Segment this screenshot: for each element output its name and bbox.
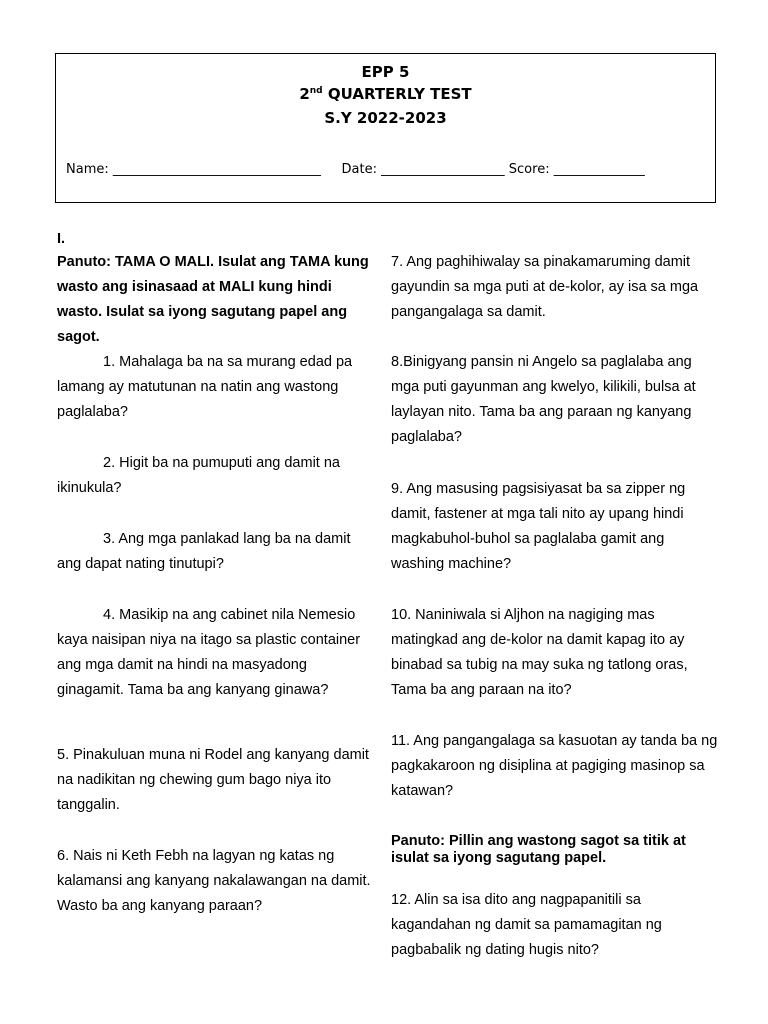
score-label: Score: xyxy=(508,162,554,177)
question-7: 7. Ang paghihiwalay sa pinakamaruming damit gayundin sa mga puti at de-kolor, ay isa sa mga pangangalaga sa damit. xyxy=(391,254,699,320)
name-line: ________________________________ xyxy=(112,162,321,177)
question-10: 10. Naniniwala si Aljhon na nagiging mas matingkad ang de-kolor na damit kapag ito ay binabad sa tubig na may suka ng tatlong oras, Tama ba ang paraan na ito? xyxy=(391,607,688,698)
part-one-roman: I. xyxy=(57,231,66,247)
subject-title: EPP 5 xyxy=(361,63,410,81)
question-2: 2. Higit ba na pumuputi ang damit na ikinukula? xyxy=(57,455,340,496)
question-4: 4. Masikip na ang cabinet nila Nemesio kaya naisipan niya na itago sa plastic container ang mga damit na hindi na masyadong ginagamit. Tama ba ang kanyang ginawa? xyxy=(57,607,361,698)
part-two-instruction: Panuto: Pillin ang wastong sagot sa titik at isulat sa iyong sagutang papel. xyxy=(391,833,686,866)
name-label: Name: xyxy=(66,162,113,177)
test-header-box xyxy=(55,53,716,203)
question-1: 1. Mahalaga ba na sa murang edad pa lamang ay matutunan na natin ang wastong paglalaba? xyxy=(57,354,353,420)
date-line: ___________________ xyxy=(381,162,505,177)
quarter-title xyxy=(56,85,715,103)
question-8: 8.Binigyang pansin ni Angelo sa paglalaba ang mga puti gayunman ang kwelyo, kilikili, bulsa at laylayan nito. Tama ba ang paraan ng kanyang paglalaba? xyxy=(391,354,696,445)
question-11: 11. Ang pangangalaga sa kasuotan ay tanda ba ng pagkakaroon ng disiplina at pagiging masinop sa katawan? xyxy=(391,733,718,799)
question-6: 6. Nais ni Keth Febh na lagyan ng katas ng kalamansi ang kanyang nakalawangan na damit. Wasto ba ang kanyang paraan? xyxy=(57,848,371,914)
quarter-text: QUARTERLY TEST xyxy=(327,85,472,103)
school-year-title: S.Y 2022-2023 xyxy=(324,109,447,127)
question-12: 12. Alin sa isa dito ang nagpapanitili sa kagandahan ng damit sa pamamagitan ng pagbabalik ng dating hugis nito? xyxy=(391,892,662,958)
student-info-row xyxy=(66,162,645,177)
date-label: Date: xyxy=(341,162,382,177)
question-9: 9. Ang masusing pagsisiyasat ba sa zipper ng damit, fastener at mga tali nito ay upang hindi magkabuhol-buhol sa paglalaba gamit ang washing machine? xyxy=(391,481,686,572)
quarter-number: 2 xyxy=(299,85,310,103)
question-5: 5. Pinakuluan muna ni Rodel ang kanyang damit na nadikitan ng chewing gum bago niya ito tanggalin. xyxy=(57,747,369,813)
question-3: 3. Ang mga panlakad lang ba na damit ang dapat nating tinutupi? xyxy=(57,531,351,572)
score-line: ______________ xyxy=(553,162,645,177)
part-one-instruction: Panuto: TAMA O MALI. Isulat ang TAMA kung wasto ang isinasaad at MALI kung hindi wasto. Isulat sa iyong sagutang papel ang sagot. xyxy=(57,254,369,345)
quarter-ordinal-suffix: nd xyxy=(309,86,323,96)
